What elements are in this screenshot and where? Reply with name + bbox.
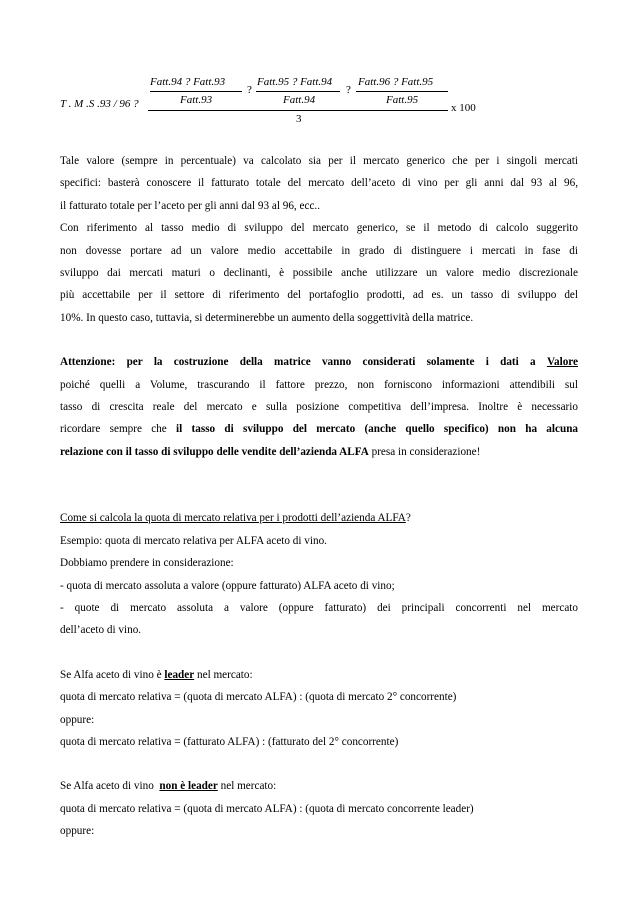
paragraph-line: il fatturato totale per l’aceto per gli anni dal 93 al 96, ecc..	[60, 199, 321, 212]
attention-bold: Attenzione: per la costruzione della matrice vanno considerati solamente i dati a	[60, 356, 536, 369]
fraction-line-1	[150, 91, 242, 92]
leader-intro	[60, 664, 578, 686]
oppure-line: oppure:	[60, 713, 95, 726]
paragraph-line: poiché quelli a Volume, trascurando il fattore prezzo, non forniscono informazioni attendibili sul	[60, 378, 578, 391]
text-bold: il tasso di sviluppo del mercato (anche quello specifico) non ha alcuna	[176, 423, 579, 436]
paragraph-gap	[60, 329, 578, 351]
formula-denominator: 3	[296, 113, 302, 125]
text-normal: ricordare sempre che	[60, 423, 167, 436]
formula-op2: ?	[346, 84, 351, 96]
formula-num1-bottom: Fatt.93	[180, 94, 213, 106]
formula-num3-bottom: Fatt.95	[386, 94, 419, 106]
leader-keyword: leader	[164, 668, 195, 681]
fraction-line-2	[256, 91, 340, 92]
main-fraction-line	[148, 110, 448, 111]
paragraph-gap	[60, 642, 578, 664]
formula-num2-bottom: Fatt.94	[283, 94, 316, 106]
formula-num2-top: Fatt.95 ? Fatt.94	[257, 76, 333, 88]
non-leader-formula-1: quota di mercato relativa = (quota di mercato ALFA) : (quota di mercato concorrente leader)	[60, 802, 474, 815]
attention-line	[60, 351, 578, 373]
formula-lhs: T . M .S .93 / 96 ?	[60, 98, 139, 110]
fraction-line-3	[356, 91, 448, 92]
oppure-line: oppure:	[60, 825, 95, 838]
text-bold: relazione con il tasso di sviluppo delle vendite dell’azienda ALFA	[60, 445, 369, 458]
paragraph-line: dell’aceto di vino.	[60, 624, 142, 637]
paragraph-gap	[60, 753, 578, 775]
question-text: Come si calcola la quota di mercato relativa per i prodotti dell’azienda ALFA	[60, 512, 406, 525]
paragraph-line: specifici: basterà conoscere il fatturato totale del mercato dell’aceto di vino per gli anni dal 93 al 96,	[60, 177, 578, 190]
leader-formula-1: quota di mercato relativa = (quota di mercato ALFA) : (quota di mercato 2° concorrente)	[60, 691, 457, 704]
paragraph-line: Con riferimento al tasso medio di sviluppo del mercato generico, se il metodo di calcolo suggerito	[60, 222, 578, 235]
question-heading	[60, 507, 578, 529]
formula-num1-top: Fatt.94 ? Fatt.93	[150, 76, 226, 88]
paragraph-line: non dovesse portare ad un valore medio accettabile in grado di distinguere i mercati in fase di	[60, 244, 578, 257]
non-leader-keyword: non è leader	[159, 780, 218, 793]
paragraph-line	[60, 441, 578, 463]
paragraph-gap	[60, 485, 578, 507]
formula-multiplier: x 100	[451, 102, 476, 114]
text-normal: presa in considerazione!	[371, 445, 481, 458]
text-normal: nel mercato:	[197, 668, 253, 681]
paragraph-line: tasso di crescita reale del mercato e sulla posizione competitiva dell’impresa. Inoltre è necessario	[60, 401, 578, 414]
paragraph-line: Esempio: quota di mercato relativa per ALFA aceto di vino.	[60, 534, 327, 547]
paragraph-line: Tale valore (sempre in percentuale) va calcolato sia per il mercato generico che per i singoli mercati	[60, 155, 578, 167]
non-leader-intro	[60, 775, 578, 797]
valore-keyword: Valore	[546, 356, 579, 369]
paragraph-line: più accettabile per il settore di riferimento del portafoglio prodotti, ad es. un tasso di sviluppo del	[60, 289, 578, 302]
leader-formula-2: quota di mercato relativa = (fatturato ALFA) : (fatturato del 2° concorrente)	[60, 735, 399, 748]
formula-num3-top: Fatt.96 ? Fatt.95	[358, 76, 434, 88]
growth-rate-formula	[60, 76, 530, 128]
paragraph-gap	[60, 463, 578, 485]
body-text	[60, 150, 578, 843]
paragraph-line: - quote di mercato assoluta a valore (oppure fatturato) dei principali concorrenti nel mercato	[60, 601, 578, 614]
question-mark: ?	[405, 512, 411, 525]
text-normal: nel mercato:	[220, 780, 277, 793]
text-normal: Se Alfa aceto di vino	[60, 780, 154, 793]
paragraph-line: 10%. In questo caso, tuttavia, si determinerebbe un aumento della soggettività della matrice.	[60, 311, 474, 324]
paragraph-line: sviluppo dai mercati maturi o declinanti, è possibile anche utilizzare un valore medio discrezionale	[60, 267, 578, 280]
paragraph-line	[60, 418, 578, 440]
text-normal: Se Alfa aceto di vino è	[60, 668, 162, 681]
paragraph-line: Dobbiamo prendere in considerazione:	[60, 557, 234, 570]
formula-op1: ?	[247, 84, 252, 96]
paragraph-line: - quota di mercato assoluta a valore (oppure fatturato) ALFA aceto di vino;	[60, 579, 395, 592]
